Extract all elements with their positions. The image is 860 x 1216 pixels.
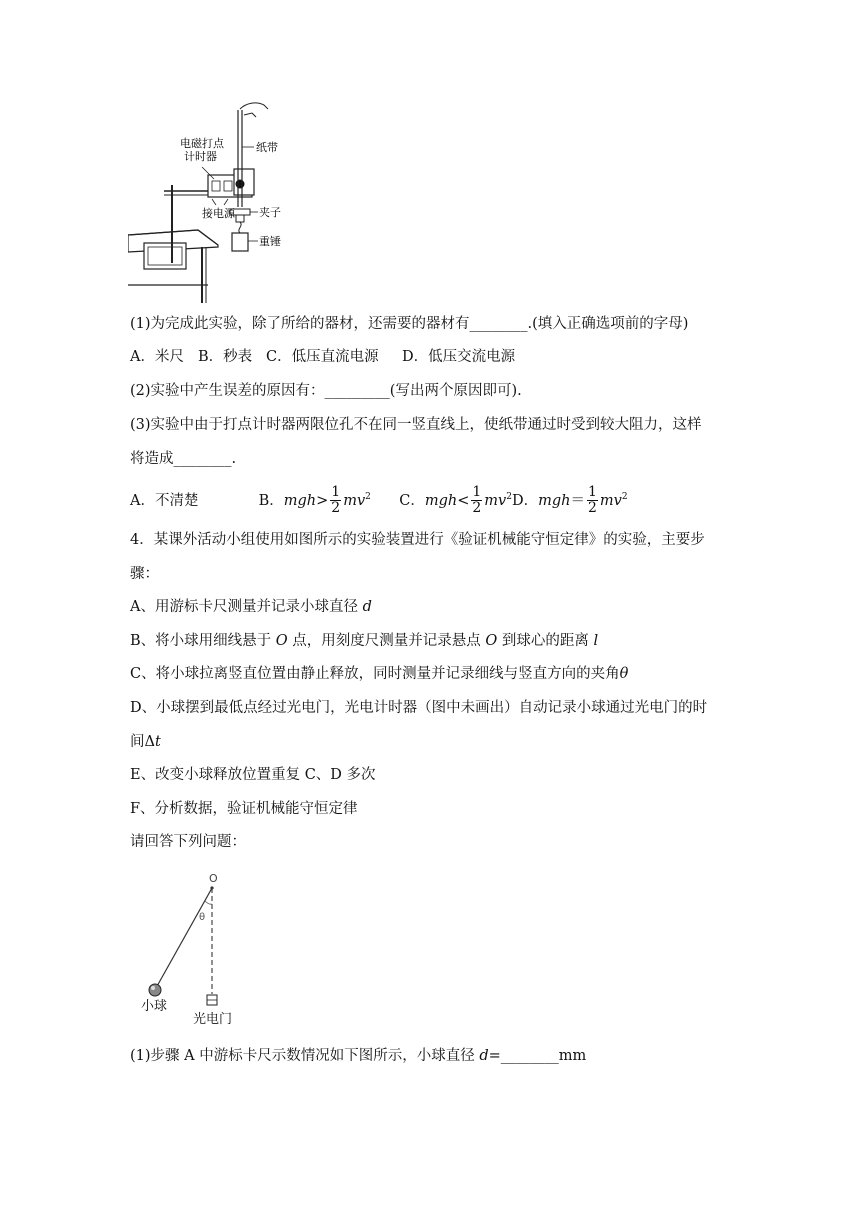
q4-step-d-line1: D、小球摆到最低点经过光电门，光电计时器（图中未画出）自动记录小球通过光电门的时 [130, 700, 708, 716]
ball-icon [149, 984, 161, 996]
q3-option-b: B．秒表 [198, 349, 253, 365]
q4-step-b: B、将小球用细线悬于 O 点，用刻度尺测量并记录悬点 O 到球心的距离 l [130, 633, 599, 649]
q3-options-row3 [130, 480, 628, 518]
label-timer-line2: 计时器 [184, 150, 217, 163]
free-fall-apparatus-figure [128, 95, 288, 305]
q4-part1: (1)步骤 A 中游标卡尺示数情况如下图所示，小球直径 d=________mm [130, 1048, 587, 1064]
fraction-half: $\frac{1}{2}$ [587, 484, 597, 517]
q4-step-d-line2: 间Δt [130, 734, 161, 750]
q3-part3-line2: 将造成________. [130, 451, 237, 467]
label-o: O [209, 872, 218, 885]
label-ball: 小球 [141, 999, 168, 1014]
q4-step-a: A、用游标卡尺测量并记录小球直径 d [130, 599, 372, 615]
q3-part1: (1)为完成此实验，除了所给的器材，还需要的器材有________.(填入正确选项前的字母) [130, 316, 689, 332]
label-timer-line1: 电磁打点 [180, 137, 224, 150]
q3-option3-a: A．不清楚 [130, 492, 199, 509]
fraction-half: $\frac{1}{2}$ [331, 484, 341, 517]
q3-part3-line1: (3)实验中由于打点计时器两限位孔不在同一竖直线上，使纸带通过时受到较大阻力，这样 [130, 417, 702, 433]
label-power: 接电源 [202, 207, 235, 220]
fraction-half: $\frac{1}{2}$ [472, 484, 482, 517]
q4-intro-line1: 4．某课外活动小组使用如图所示的实验装置进行《验证机械能守恒定律》的实验，主要步 [130, 532, 705, 548]
q3-options-row1 [130, 347, 515, 367]
q3-option-c: C．低压直流电源 [266, 349, 379, 365]
label-tape: 纸带 [256, 141, 278, 154]
label-theta: θ [199, 912, 206, 923]
q4-step-e: E、改变小球释放位置重复 C、D 多次 [130, 767, 376, 783]
label-clip: 夹子 [259, 206, 281, 219]
q3-part2: (2)实验中产生误差的原因有：_________(写出两个原因即可). [130, 383, 522, 399]
q4-prompt: 请回答下列问题： [130, 834, 246, 850]
q4-intro-line2: 骤： [130, 566, 159, 582]
q3-option3-c: C．mgh< $\frac{1}{2}$ $mv^2$ [399, 484, 512, 517]
q3-option-a: A．米尺 [130, 349, 184, 365]
label-weight: 重锤 [259, 235, 281, 248]
pendulum-figure [135, 868, 265, 1028]
label-photogate: 光电门 [193, 1012, 233, 1027]
q4-step-f: F、分析数据，验证机械能守恒定律 [130, 801, 358, 817]
q3-option3-b: B．mgh> $\frac{1}{2}$ $mv^2$ [258, 484, 371, 517]
q3-option3-d: D．mgh＝ $\frac{1}{2}$ $mv^2$ [511, 484, 628, 517]
q4-step-c: C、将小球拉离竖直位置由静止释放，同时测量并记录细线与竖直方向的夹角θ [130, 666, 629, 682]
q3-option-d: D．低压交流电源 [402, 349, 516, 365]
